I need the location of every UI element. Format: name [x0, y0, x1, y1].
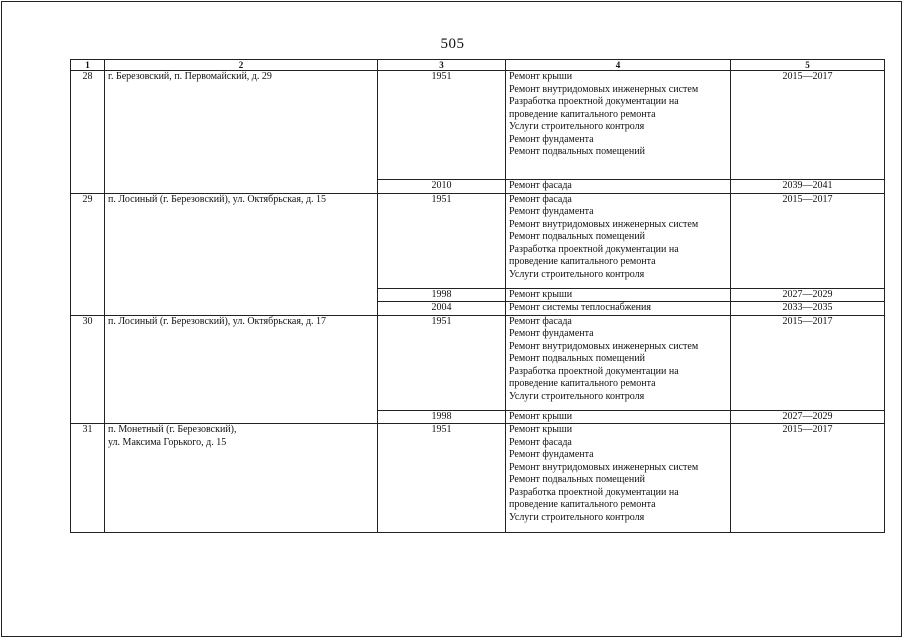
repair-schedule-table	[70, 59, 885, 533]
period-cell: 2033—2035	[731, 302, 885, 316]
work-list-cell	[506, 180, 731, 194]
work-item: Ремонт внутридомовых инженерных систем	[509, 218, 699, 230]
address-line: г. Березовский, п. Первомайский, д. 29	[108, 71, 272, 82]
work-item: Разработка проектной документации на	[509, 365, 679, 377]
year-cell: 1951	[378, 193, 506, 288]
work-item: Ремонт внутридомовых инженерных систем	[509, 83, 699, 95]
period-cell: 2015—2017	[731, 71, 885, 180]
work-item: Ремонт фасада	[509, 180, 572, 191]
work-item: Ремонт системы теплоснабжения	[509, 302, 651, 313]
work-item: Ремонт крыши	[509, 410, 573, 422]
address-line: п. Лосиный (г. Березовский), ул. Октябрьская, д. 15	[108, 193, 327, 205]
work-item: Ремонт фасада	[509, 436, 572, 448]
address-line: п. Монетный (г. Березовский),	[108, 424, 237, 435]
address-line: ул. Максима Горького, д. 15	[108, 436, 227, 448]
period-cell: 2027—2029	[731, 410, 885, 424]
work-item: Услуги строительного контроля	[509, 268, 645, 280]
table-row	[71, 315, 885, 410]
work-item: Ремонт подвальных помещений	[509, 231, 645, 242]
work-item: Ремонт фундамента	[509, 206, 594, 217]
column-number-row	[71, 60, 885, 71]
year-cell: 1998	[378, 410, 506, 424]
entry-number: 28	[71, 71, 105, 194]
work-item: проведение капитального ремонта	[509, 256, 656, 267]
work-list-cell	[506, 193, 731, 288]
year-cell: 1951	[378, 315, 506, 410]
work-item: Разработка проектной документации на	[509, 243, 679, 255]
address-cell	[105, 315, 378, 424]
table-body	[71, 71, 885, 533]
column-header-5: 5	[731, 60, 885, 71]
work-item: Ремонт подвальных помещений	[509, 146, 645, 157]
column-header-3: 3	[378, 60, 506, 71]
work-list-cell	[506, 302, 731, 316]
entry-number: 29	[71, 193, 105, 315]
work-item: проведение капитального ремонта	[509, 108, 656, 120]
work-item: Разработка проектной документации на	[509, 486, 679, 498]
period-cell: 2015—2017	[731, 193, 885, 288]
work-item: Ремонт фундамента	[509, 133, 594, 145]
work-list-cell	[506, 315, 731, 410]
work-item: Услуги строительного контроля	[509, 390, 645, 402]
work-list-cell	[506, 424, 731, 533]
work-item: Ремонт крыши	[509, 424, 573, 435]
period-cell: 2039—2041	[731, 180, 885, 194]
entry-number: 31	[71, 424, 105, 533]
table-row	[71, 424, 885, 533]
address-line: п. Лосиный (г. Березовский), ул. Октябрьская, д. 17	[108, 315, 327, 327]
address-cell	[105, 71, 378, 194]
work-list-cell	[506, 288, 731, 302]
work-item: Ремонт подвальных помещений	[509, 353, 645, 364]
column-header-1: 1	[71, 60, 105, 71]
work-item: Разработка проектной документации на	[509, 96, 679, 107]
year-cell: 1998	[378, 288, 506, 302]
work-item: Ремонт подвальных помещений	[509, 474, 645, 485]
period-cell: 2015—2017	[731, 424, 885, 533]
address-cell	[105, 424, 378, 533]
work-list-cell	[506, 410, 731, 424]
work-item: Ремонт фундамента	[509, 449, 594, 460]
table-row	[71, 193, 885, 288]
work-item: проведение капитального ремонта	[509, 378, 656, 389]
year-cell: 2010	[378, 180, 506, 194]
period-cell: 2027—2029	[731, 288, 885, 302]
work-item: Услуги строительного контроля	[509, 121, 645, 132]
year-cell: 2004	[378, 302, 506, 316]
work-item: Ремонт фасада	[509, 193, 572, 205]
entry-number: 30	[71, 315, 105, 424]
year-cell: 1951	[378, 71, 506, 180]
work-item: проведение капитального ремонта	[509, 499, 656, 510]
work-item: Ремонт внутридомовых инженерных систем	[509, 461, 699, 473]
work-list-cell	[506, 71, 731, 180]
column-header-2: 2	[105, 60, 378, 71]
year-cell: 1951	[378, 424, 506, 533]
page-number: 505	[440, 36, 465, 52]
work-item: Ремонт крыши	[509, 288, 573, 300]
work-item: Ремонт внутридомовых инженерных систем	[509, 340, 699, 352]
work-item: Услуги строительного контроля	[509, 511, 645, 523]
address-cell	[105, 193, 378, 315]
table-row	[71, 71, 885, 180]
period-cell: 2015—2017	[731, 315, 885, 410]
work-item: Ремонт фасада	[509, 315, 572, 327]
work-item: Ремонт фундамента	[509, 328, 594, 339]
column-header-4: 4	[506, 60, 731, 71]
work-item: Ремонт крыши	[509, 71, 573, 82]
